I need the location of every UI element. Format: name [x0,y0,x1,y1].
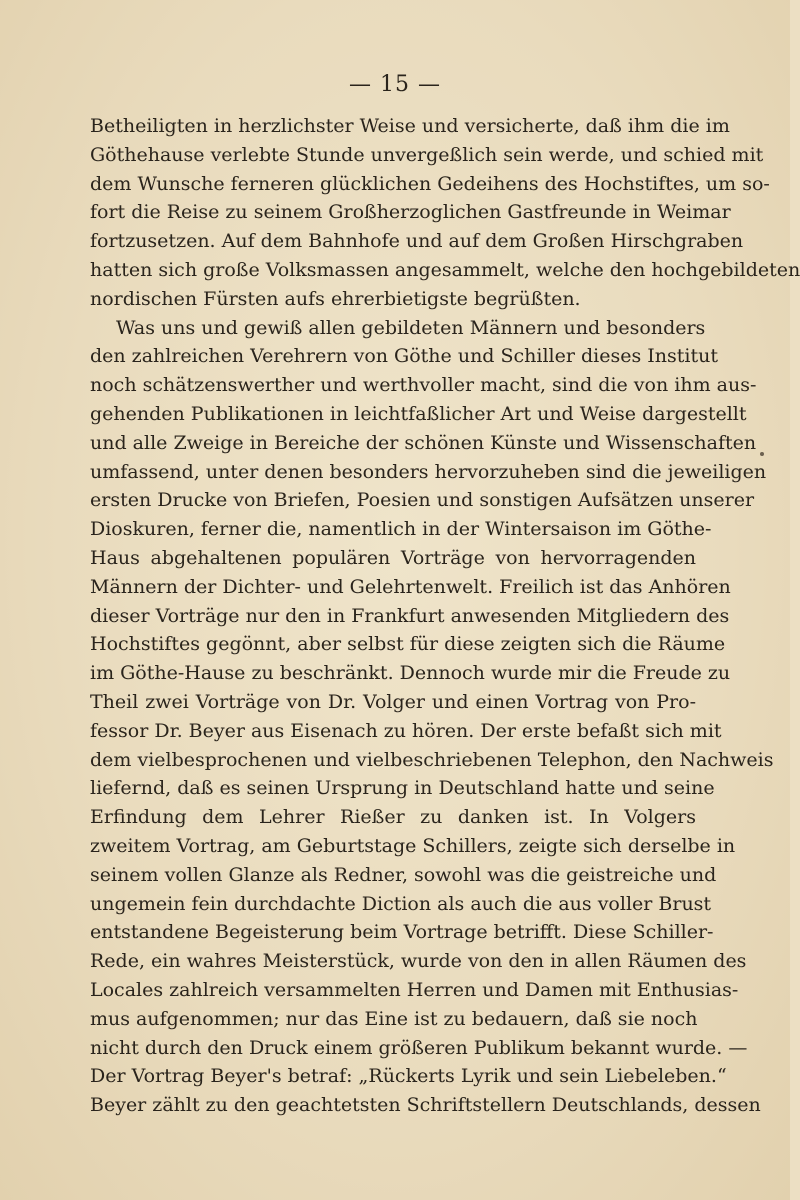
text-line: im Göthe-Hause zu beschränkt. Dennoch wurde mir die Freude zu [90,662,731,685]
page-number: — 15 — [349,72,441,97]
text-line: Was uns und gewiß allen gebildeten Männern und besonders [116,316,706,339]
text-line: Dioskuren, ferner die, namentlich in der Wintersaison im Göthe- [90,518,712,541]
text-line: Hochstiftes gegönnt, aber selbst für diese zeigten sich die Räume [90,633,726,656]
text-line: nordischen Fürsten aufs ehrerbietigste begrüßten. [90,287,581,310]
body-text [90,112,800,1120]
text-line: fort die Reise zu seinem Großherzoglichen Gastfreunde in Weimar [90,201,731,224]
text-line: und alle Zweige in Bereiche der schönen Künste und Wissenschaften [90,431,757,454]
text-line: noch schätzenswerther und werthvoller macht, sind die von ihm aus- [90,374,757,397]
text-line: gehenden Publikationen in leichtfaßlicher Art und Weise dargestellt [90,402,747,425]
text-line: fessor Dr. Beyer aus Eisenach zu hören. Der erste befaßt sich mit [90,719,722,742]
text-line: fortzusetzen. Auf dem Bahnhofe und auf dem Großen Hirschgraben [90,230,744,253]
text-line: Beyer zählt zu den geachtetsten Schriftstellern Deutschlands, dessen [90,1094,761,1117]
text-line: seinem vollen Glanze als Redner, sowohl was die geistreiche und [90,863,717,886]
text-line: Der Vortrag Beyer's betraf: „Rückerts Lyrik und sein Liebeleben.“ [90,1065,727,1088]
text-line: zweitem Vortrag, am Geburtstage Schillers, zeigte sich derselbe in [90,834,736,857]
text-line: Betheiligten in herzlichster Weise und versicherte, daß ihm die im [90,115,730,137]
text-line: Rede, ein wahres Meisterstück, wurde von den in allen Räumen des [90,950,747,973]
text-line: dem vielbesprochenen und vielbeschriebenen Telephon, den Nachweis [90,748,774,771]
text-line: den zahlreichen Verehrern von Göthe und Schiller dieses Institut [90,345,718,368]
ink-spot [760,452,764,456]
text-line: Haus abgehaltenen populären Vorträge von hervorragenden [90,546,696,569]
text-line: umfassend, unter denen besonders hervorzuheben sind die jeweiligen [90,460,767,483]
text-line: nicht durch den Druck einem größeren Publikum bekannt wurde. — [90,1036,748,1059]
text-line: ersten Drucke von Briefen, Poesien und sonstigen Aufsätzen unserer [90,489,755,512]
text-line: Locales zahlreich versammelten Herren und Damen mit Enthusias- [90,978,739,1001]
text-line: hatten sich große Volksmassen angesammelt, welche den hochgebildeten [90,258,800,281]
text-line: ungemein fein durchdachte Diction als auch die aus voller Brust [90,892,712,915]
text-line: mus aufgenommen; nur das Eine ist zu bedauern, daß sie noch [90,1007,698,1030]
text-line: Erfindung dem Lehrer Rießer zu danken ist. In Volgers [90,806,696,829]
text-line: liefernd, daß es seinen Ursprung in Deutschland hatte und seine [90,777,715,800]
text-line: entstandene Begeisterung beim Vortrage betrifft. Diese Schiller- [90,921,714,944]
text-line: Theil zwei Vorträge von Dr. Volger und einen Vortrag von Pro- [90,690,696,713]
text-line: dieser Vorträge nur den in Frankfurt anwesenden Mitgliedern des [90,604,730,627]
text-line: Männern der Dichter- und Gelehrtenwelt. Freilich ist das Anhören [90,575,731,598]
text-line: Göthehause verlebte Stunde unvergeßlich sein werde, und schied mit [90,143,764,166]
text-line: dem Wunsche ferneren glücklichen Gedeihens des Hochstiftes, um so- [90,172,770,195]
